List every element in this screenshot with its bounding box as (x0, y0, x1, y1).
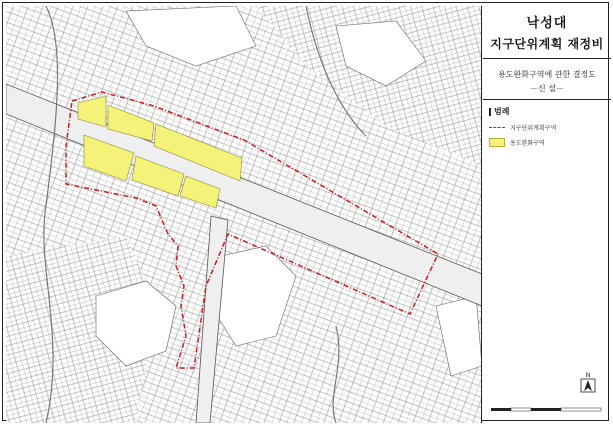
map-subtitle: 지구단위계획 재정비 (490, 37, 604, 51)
map-area (6, 6, 482, 423)
map-title: 낙성대 (526, 16, 568, 31)
legend-heading-label: 범례 (494, 107, 510, 116)
north-arrow-icon (580, 371, 596, 393)
scale-bar (489, 405, 607, 419)
decision-block (483, 60, 611, 100)
decision-title: 용도완화구역에 관한 결정도 (498, 70, 596, 79)
decision-status: －신 설－ (530, 84, 564, 93)
street-map (6, 6, 482, 423)
yellow-fill-icon (489, 138, 505, 147)
north-label: N (585, 372, 591, 379)
dashed-line-icon (489, 127, 505, 128)
legend-bar-icon (489, 108, 491, 116)
legend-item-relief-zone (489, 138, 607, 147)
legend-item-label: 지구단위계획구역 (510, 125, 557, 132)
legend (489, 106, 607, 147)
legend-panel (483, 6, 611, 423)
legend-heading (489, 106, 607, 117)
legend-item-boundary (489, 123, 607, 132)
title-block (483, 6, 611, 59)
legend-item-label: 용도완화구역 (510, 140, 545, 147)
map-sheet (2, 2, 609, 421)
